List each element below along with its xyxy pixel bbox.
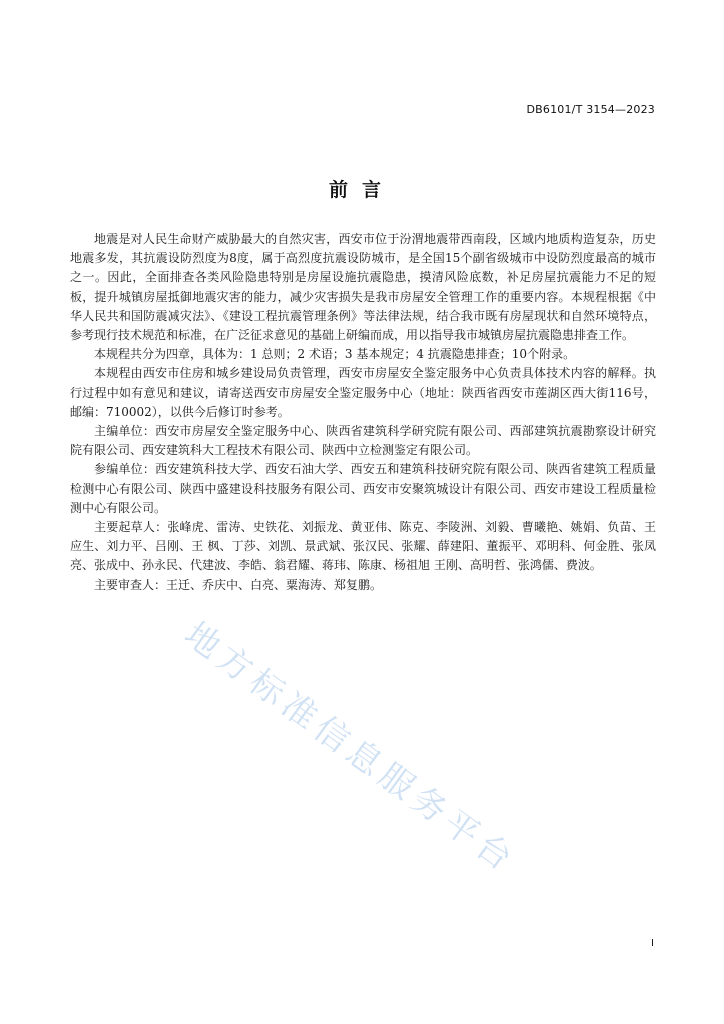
paragraph-intro: 地震是对人民生命财产威胁最大的自然灾害，西安市位于汾渭地震带西南段，区域内地质构造复杂，历史地震多发，其抗震设防烈度为8度，属于高烈度抗震设防城市，是全国15个副省级城市中设防烈度最高的城市之一。因此，全面排查各类风险隐患特别是房屋设施抗震隐患，摸清风险底数，补足房屋抗震能力不足的短板，提升城镇房屋抵御地震灾害的能力，减少灾害损失是我市房屋安全管理工作的重要内容。本规程根据《中华人民共和国防震减灾法》、《建设工程抗震管理条例》等法律法规，结合我市既有房屋现状和自然环境特点，参考现行技术规范和标准，在广泛征求意见的基础上研编而成，用以指导我市城镇房屋抗震隐患排查工作。 — [70, 232, 656, 343]
page-title: 前言 — [328, 179, 395, 201]
paragraph-management: 本规程由西安市住房和城乡建设局负责管理，西安市房屋安全鉴定服务中心负责具体技术内容的解释。执行过程中如有意见和建议，请寄送西安市房屋安全鉴定服务中心（地址：陕西省西安市莲湖区西大街116号，邮编：710002），以供今后修订时参考。 — [70, 366, 656, 419]
page-number: I — [651, 938, 654, 949]
paragraph-chief-editors: 主编单位：西安市房屋安全鉴定服务中心、陕西省建筑科学研究院有限公司、西部建筑抗震勘察设计研究院有限公司、西安建筑科大工程技术有限公司、陕西中立检测鉴定有限公司。 — [70, 424, 656, 458]
foreword-body — [70, 230, 656, 595]
paragraph-main-reviewers: 主要审查人：王迁、乔庆中、白亮、粟海涛、郑复鹏。 — [94, 577, 383, 592]
watermark: 地方标准信息服务平台 — [176, 614, 524, 882]
paragraph-main-drafters: 主要起草人：张峰虎、雷涛、史铁花、刘振龙、黄亚伟、陈克、李陵洲、刘毅、曹曦艳、姚娟、负苗、王应生、刘力平、吕刚、王 枫、丁莎、刘凯、景武斌、张汉民、张耀、薛建阳、董振平、邓明科、何金胜、张凤亮、张成中、孙永民、代建波、李皓、翁君耀、蒋玮、陈康、杨祖旭 王刚、高明哲、张鸿儒、费波。 — [70, 520, 656, 573]
document-id: DB6101/T 3154—2023 — [526, 103, 655, 116]
paragraph-structure: 本规程共分为四章，具体为：1 总则；2 术语；3 基本规定；4 抗震隐患排查；10个附录。 — [94, 347, 576, 362]
paragraph-participating-units: 参编单位：西安建筑科技大学、西安石油大学、西安五和建筑科技研究院有限公司、陕西省建筑工程质量检测中心有限公司、陕西中盛建设科技服务有限公司、西安市安聚筑城设计有限公司、西安市建设工程质量检测中心有限公司。 — [70, 462, 656, 515]
